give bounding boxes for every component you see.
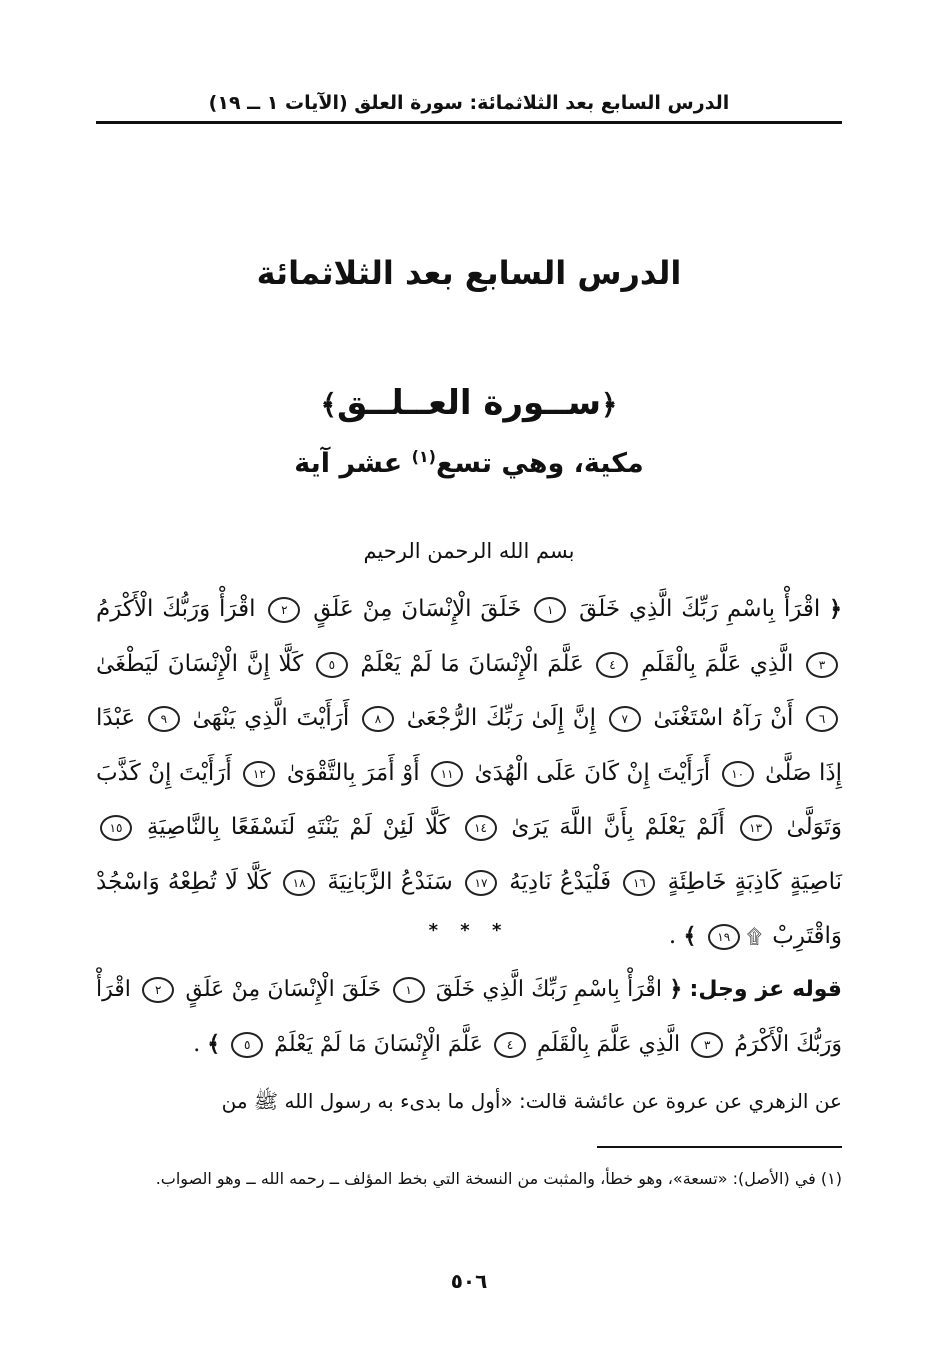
ayah-text: كَلَّا لَئِنْ لَمْ يَنْتَهِ لَنَسْفَعًا بِالنَّاصِيَةِ [146,814,450,840]
ayah-number-marker: ١٤ [465,815,497,841]
commentary-lead: قوله عز وجل: [689,977,842,1002]
ayah-number-marker: ١١ [431,761,463,787]
verse-list [96,596,842,949]
subtitle-after: عشر آية [294,448,403,479]
surah-title [96,378,842,430]
ayah-number-marker: ٣ [691,1032,723,1058]
footnote-text: في (الأصل): «تسعة»، وهو خطأ، والمثبت من النسخة التي بخط المؤلف ــ رحمه الله ــ وهو الصواب. [155,1169,816,1188]
ayah-text: كَلَّا لَا تُطِعْهُ وَاسْجُدْ وَاقْتَرِبْ [96,868,842,949]
ayah-number-marker: ٤ [494,1032,526,1058]
ayah-number-marker: ٥ [231,1032,263,1058]
verse-open-bracket: ﴿ [829,596,843,622]
ayah-text: فَلْيَدْعُ نَادِيَهُ [509,868,612,895]
verse-block [96,582,842,964]
ayah-text: الَّذِي عَلَّمَ بِالْقَلَمِ [536,1032,681,1057]
ayah-number-marker: ٧ [609,706,641,732]
ayah-number-marker: ٥ [316,652,348,678]
ornament-open: ﴿ [601,388,618,421]
footnote [96,1160,842,1198]
ayah-number-marker: ١٩ [708,924,740,950]
ayah-text: اقْرَأْ بِاسْمِ رَبِّكَ الَّذِي خَلَقَ [579,596,821,622]
ayah-text: اقْرَأْ وَرَبُّكَ الْأَكْرَمُ [96,596,256,622]
ayah-text: نَاصِيَةٍ كَاذِبَةٍ خَاطِئَةٍ [667,868,843,895]
basmala: بسم الله الرحمن الرحيم [363,539,575,563]
ayah-text: خَلَقَ الْإِنْسَانَ مِنْ عَلَقٍ [185,977,382,1002]
ayah-number-marker: ٨ [362,706,394,732]
ornament-close: ﴾ [320,388,337,421]
footnote-rule [597,1146,842,1148]
verse-close-bracket: ﴾ [683,923,697,949]
surah-name: ســورة العــلــق [336,383,602,423]
commentary-verse [96,962,842,1072]
ayah-number-marker: ١٥ [100,815,132,841]
verse-end-punct: . [668,923,677,949]
running-header: الدرس السابع بعد الثلاثمائة: سورة العلق (الآيات ١ ــ ١٩) [208,92,730,114]
ayah-text: أَلَمْ يَعْلَمْ بِأَنَّ اللَّهَ يَرَىٰ [511,814,725,840]
ayah-text: أَرَأَيْتَ الَّذِي يَنْهَىٰ [192,705,350,731]
ayah-text: خَلَقَ الْإِنْسَانَ مِنْ عَلَقٍ [313,596,522,622]
section-separator: * * * [428,920,510,941]
ayah-text: سَنَدْعُ الزَّبَانِيَةَ [327,868,453,895]
ayah-text: أَوْ أَمَرَ بِالتَّقْوَىٰ [286,759,420,786]
ayah-number-marker: ١٧ [465,870,497,896]
ayah-number-marker: ٢ [268,597,300,623]
ayah-number-marker: ١٢ [243,761,275,787]
ayah-text: عَلَّمَ الْإِنْسَانَ مَا لَمْ يَعْلَمْ [274,1032,483,1057]
commentary-close-bracket: ﴾ [207,1031,221,1057]
footnote-marker: (١) [820,1169,842,1188]
surah-subtitle [96,435,842,486]
ayah-text: اقْرَأْ بِاسْمِ رَبِّكَ الَّذِي خَلَقَ [435,977,663,1002]
ayah-text: عَلَّمَ الْإِنْسَانَ مَا لَمْ يَعْلَمْ [360,650,584,677]
lesson-title: الدرس السابع بعد الثلاثمائة [256,254,682,292]
ayah-number-marker: ١٦ [623,870,655,896]
subtitle-before: مكية، وهي تسع [435,448,644,479]
ayah-text: أَرَأَيْتَ إِنْ كَذَّبَ وَتَوَلَّىٰ [96,759,843,840]
ayah-number-marker: ١٨ [283,870,315,896]
ayah-text: عَبْدًا إِذَا صَلَّىٰ [96,705,843,786]
ayah-number-marker: ٩ [148,706,180,732]
commentary-open-bracket: ﴿ [669,976,683,1002]
sajda-icon: ۩ [746,924,762,948]
footnote-reference: (١) [411,447,436,466]
ayah-number-marker: ٢ [142,977,174,1003]
ayah-text: إِنَّ إِلَىٰ رَبِّكَ الرُّجْعَىٰ [406,705,597,731]
ayah-number-marker: ٦ [806,706,838,732]
ayah-number-marker: ٣ [806,652,838,678]
ayah-number-marker: ١ [534,597,566,623]
ayah-number-marker: ٤ [596,652,628,678]
hadith-text: عن الزهري عن عروة عن عائشة قالت: «أول ما بدىء به رسول الله ﷺ من [221,1089,842,1113]
ayah-number-marker: ١ [393,977,425,1003]
commentary-end-punct: . [193,1032,201,1057]
ayah-number-marker: ١٠ [722,761,754,787]
ayah-text: أَنْ رَآهُ اسْتَغْنَىٰ [653,705,794,731]
ayah-text: اقْرَأْ وَرَبُّكَ الْأَكْرَمُ [96,977,842,1057]
header-rule [96,121,842,124]
ayah-text: أَرَأَيْتَ إِنْ كَانَ عَلَى الْهُدَىٰ [474,759,711,786]
ayah-text: الَّذِي عَلَّمَ بِالْقَلَمِ [641,650,794,677]
page-number: ٥٠٦ [450,1269,488,1293]
ayah-text: كَلَّا إِنَّ الْإِنْسَانَ لَيَطْغَىٰ [96,650,304,677]
ayah-number-marker: ١٣ [740,815,772,841]
